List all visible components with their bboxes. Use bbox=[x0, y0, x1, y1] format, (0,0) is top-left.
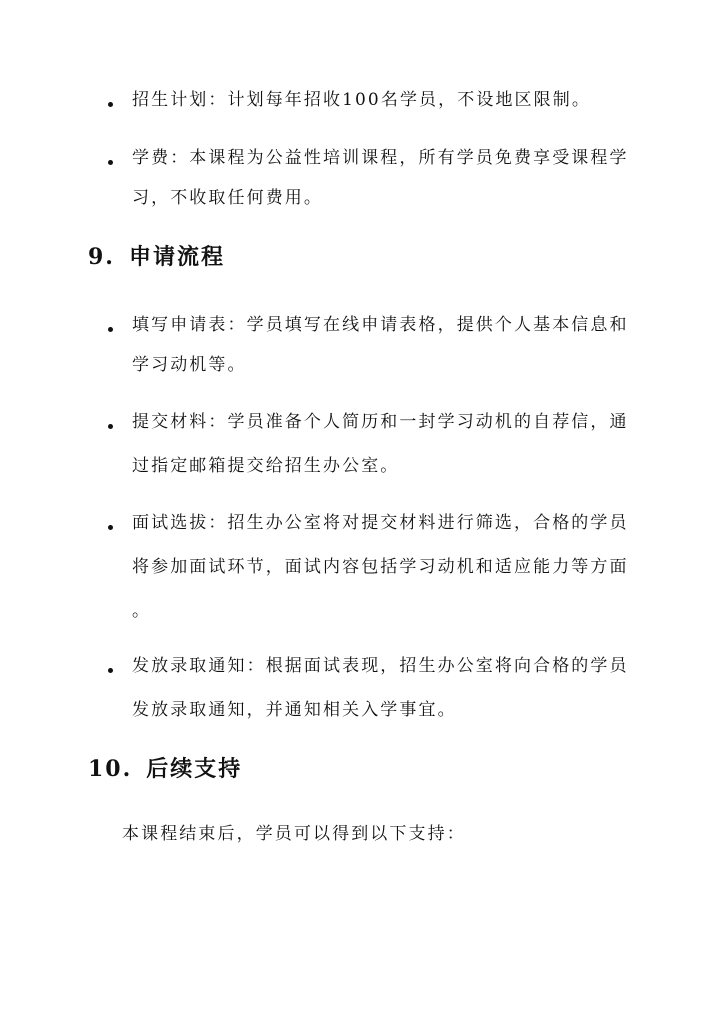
bullet-icon bbox=[108, 327, 113, 332]
list-item-text: 发放录取通知，并通知相关入学事宜。 bbox=[132, 700, 457, 720]
section-title: 后续支持 bbox=[146, 756, 243, 782]
section-heading-follow-up-support bbox=[88, 754, 242, 784]
section-number: 9. bbox=[88, 244, 115, 270]
list-item-text: 招生计划：计划每年招收100名学员，不设地区限制。 bbox=[132, 90, 591, 110]
bullet-icon bbox=[108, 160, 113, 165]
bullet-icon bbox=[108, 424, 113, 429]
list-item-text: 过指定邮箱提交给招生办公室。 bbox=[132, 456, 400, 476]
bullet-icon bbox=[108, 668, 113, 673]
section-title: 申请流程 bbox=[128, 244, 225, 270]
list-item-text: 发放录取通知：根据面试表现，招生办公室将向合格的学员 bbox=[132, 656, 629, 676]
list-item-text: 填写申请表：学员填写在线申请表格，提供个人基本信息和 bbox=[132, 315, 629, 335]
list-item-text: 学费：本课程为公益性培训课程，所有学员免费享受课程学 bbox=[132, 148, 629, 168]
section-heading-application-process bbox=[88, 242, 225, 272]
list-item-text: 提交材料：学员准备个人简历和一封学习动机的自荐信，通 bbox=[132, 412, 629, 432]
list-item-text: 习，不收取任何费用。 bbox=[132, 188, 323, 208]
bullet-icon bbox=[108, 525, 113, 530]
section-number: 10. bbox=[88, 756, 133, 782]
paragraph-support-intro: 本课程结束后，学员可以得到以下支持： bbox=[122, 824, 466, 844]
list-item-text: 。 bbox=[132, 601, 152, 621]
list-item-text: 将参加面试环节，面试内容包括学习动机和适应能力等方面 bbox=[132, 557, 629, 577]
bullet-icon bbox=[108, 102, 113, 107]
list-item-text: 学习动机等。 bbox=[132, 355, 247, 375]
list-item-text: 面试选拔：招生办公室将对提交材料进行筛选，合格的学员 bbox=[132, 513, 629, 533]
